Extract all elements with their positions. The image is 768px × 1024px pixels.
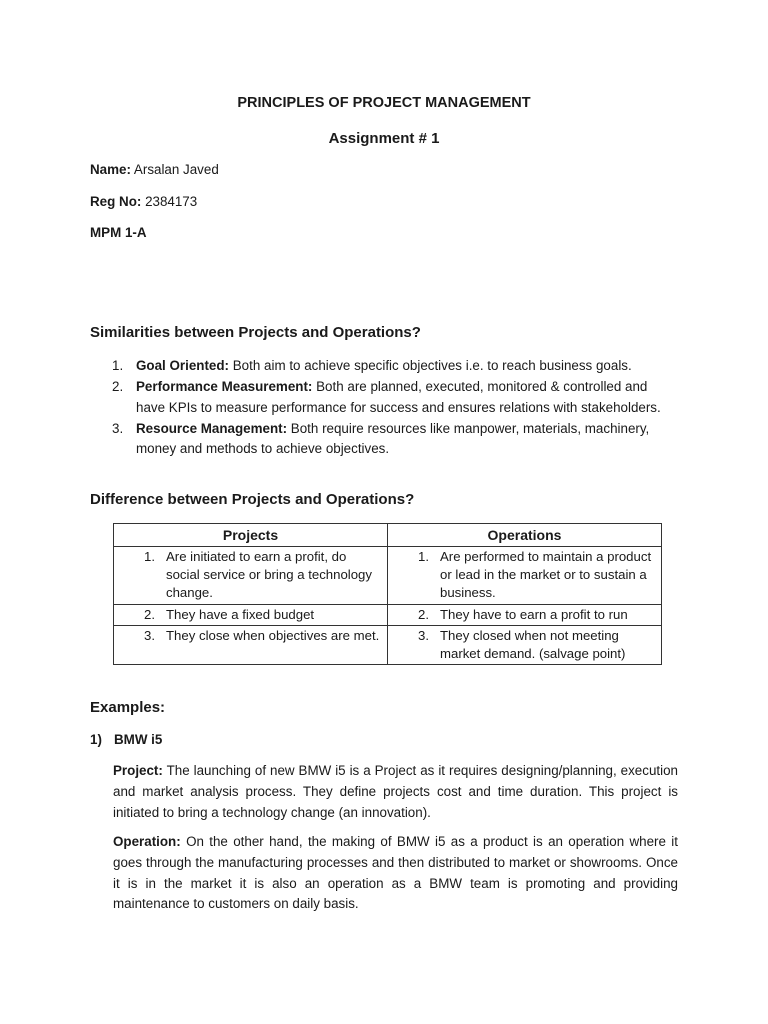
example-number: 1) (90, 732, 102, 747)
project-paragraph (113, 761, 678, 823)
list-number: 2. (112, 379, 124, 394)
list-text: Both require resources like manpower, materials, machinery, money and methods to achieve objectives. (136, 420, 650, 456)
column-header-projects: Projects (114, 524, 388, 547)
list-term: Resource Management: (136, 420, 288, 436)
reg-value: 2384173 (145, 194, 198, 209)
cell-text: Are performed to maintain a product or lead in the market or to sustain a business. (440, 549, 652, 601)
examples-heading: Examples: (90, 699, 166, 716)
cell-text: They have to earn a profit to run (440, 606, 628, 622)
table-row (114, 547, 662, 605)
row-number: 3. (418, 627, 429, 643)
differences-table (113, 523, 662, 665)
name-field (90, 162, 219, 177)
operation-text: On the other hand, the making of BMW i5 as a product is an operation where it goes through the manufacturing processes and then distributed to market or showrooms. Once it is in the market it is also an operation as a BMW team is promoting and providing maintenance to customers on daily basis. (113, 834, 679, 912)
example-name: BMW i5 (114, 732, 163, 747)
row-number: 1. (144, 549, 155, 564)
row-number: 2. (144, 606, 155, 622)
cell-text: Are initiated to earn a profit, do social service or bring a technology change. (166, 549, 372, 601)
table-cell (388, 604, 662, 625)
table-cell (388, 547, 662, 605)
table-cell (114, 625, 388, 664)
cell-text: They close when objectives are met. (166, 627, 380, 643)
list-term: Performance Measurement: (136, 379, 313, 394)
column-header-operations: Operations (388, 524, 662, 547)
project-label: Project: (113, 763, 163, 778)
document-title: PRINCIPLES OF PROJECT MANAGEMENT (237, 95, 531, 111)
document-subtitle: Assignment # 1 (328, 130, 440, 147)
project-text: The launching of new BMW i5 is a Project as it requires designing/planning, execution and market analysis process. They define projects cost and time duration. This project is initiated to bring a technology change (an innovation). (113, 763, 678, 820)
name-label: Name: (90, 162, 131, 177)
list-number: 3. (112, 420, 124, 436)
cell-text: They have a fixed budget (166, 606, 315, 622)
table-row (114, 604, 662, 625)
list-number: 1. (112, 358, 124, 373)
table-row (114, 625, 662, 664)
list-term: Goal Oriented: (136, 358, 230, 373)
class-field: MPM 1-A (90, 225, 147, 240)
similarities-heading: Similarities between Projects and Operations? (90, 324, 421, 341)
list-item (90, 356, 680, 377)
row-number: 3. (144, 627, 155, 643)
name-value: Arsalan Javed (133, 162, 219, 177)
reg-label: Reg No: (90, 194, 142, 209)
table-cell (114, 547, 388, 605)
table-cell (388, 625, 662, 664)
operation-paragraph (113, 832, 678, 915)
table-header-row (114, 524, 662, 547)
differences-heading: Difference between Projects and Operations? (90, 491, 415, 508)
row-number: 2. (418, 606, 429, 622)
list-item (90, 419, 680, 460)
list-item (90, 377, 680, 418)
reg-field (90, 194, 197, 209)
list-text: Both aim to achieve specific objectives i.e. to reach business goals. (232, 358, 632, 373)
cell-text: They closed when not meeting market demand. (salvage point) (440, 627, 626, 662)
similarities-list (90, 356, 680, 460)
operation-label: Operation: (113, 834, 181, 849)
table-cell (114, 604, 388, 625)
list-text: Both are planned, executed, monitored & controlled and have KPIs to measure performance for success and ensures relations with stakeholders. (136, 379, 661, 415)
row-number: 1. (418, 549, 429, 564)
